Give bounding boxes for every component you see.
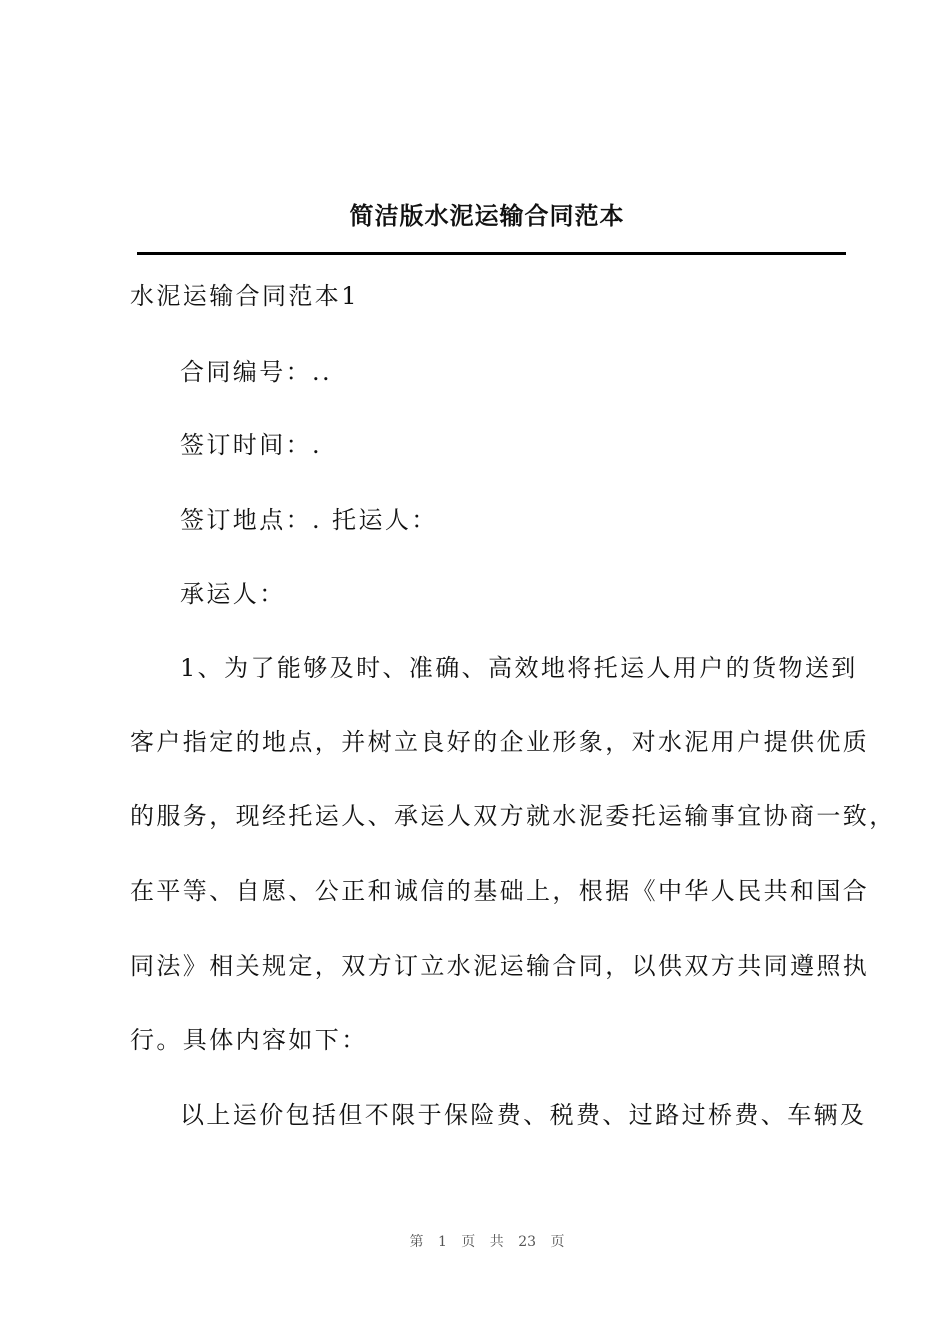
paragraph-line: 客户指定的地点，并树立良好的企业形象，对水泥用户提供优质 bbox=[130, 728, 870, 756]
paragraph-line: 行。具体内容如下： bbox=[130, 1026, 368, 1054]
section-heading: 水泥运输合同范本1 bbox=[130, 282, 359, 310]
paragraph-line: 同法》相关规定，双方订立水泥运输合同，以供双方共同遵照执 bbox=[130, 952, 870, 980]
contract-number-line: 合同编号：.. bbox=[180, 358, 333, 386]
document-title: 简洁版水泥运输合同范本 bbox=[349, 201, 625, 230]
signing-time-line: 签订时间：. bbox=[180, 431, 323, 459]
paragraph-line: 以上运价包括但不限于保险费、税费、过路过桥费、车辆及 bbox=[180, 1101, 867, 1129]
signing-place-line: 签订地点：. 托运人： bbox=[180, 506, 438, 534]
title-divider bbox=[137, 252, 846, 255]
paragraph-line: 在平等、自愿、公正和诚信的基础上，根据《中华人民共和国合 bbox=[130, 877, 870, 905]
carrier-line: 承运人： bbox=[180, 580, 286, 608]
paragraph-line: 1、为了能够及时、准确、高效地将托运人用户的货物送到 bbox=[180, 654, 858, 682]
page-number: 第 1 页 共 23 页 bbox=[409, 1234, 565, 1250]
paragraph-line: 的服务，现经托运人、承运人双方就水泥委托运输事宜协商一致， bbox=[130, 802, 896, 830]
